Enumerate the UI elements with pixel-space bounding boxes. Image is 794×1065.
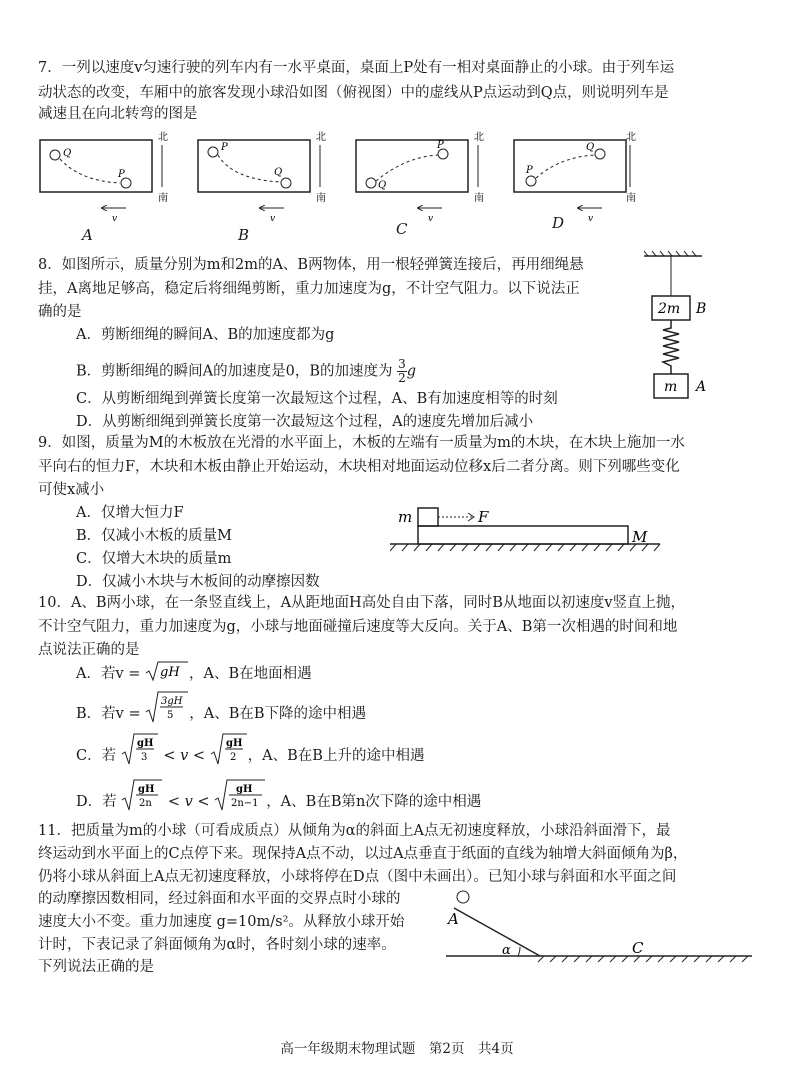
svg-text:南: 南 xyxy=(474,193,484,204)
svg-text:Q: Q xyxy=(274,167,283,178)
q10-option-d: D．若 gH 2n < v < gH 2n−1 ，A、B在B第n次下降的途中相遇 xyxy=(76,778,481,826)
q10-line-1: 10．A、B两小球，在一条竖直线上，A从距地面H高处自由下落，同时B从地面以初速度v竖直上抛， xyxy=(38,595,686,611)
svg-text:2m: 2m xyxy=(658,301,681,317)
q9-option-d: D．仅减小木块与木板间的动摩擦因数 xyxy=(76,574,320,590)
svg-text:m: m xyxy=(664,379,678,395)
q11-line-2: 终运动到水平面上的C点停下来。现保持A点不动，以过A点垂直于纸面的直线为轴增大斜面倾角为β， xyxy=(38,846,688,862)
svg-text:α: α xyxy=(502,943,511,958)
svg-text:gH: gH xyxy=(225,738,243,749)
svg-text:2n−1: 2n−1 xyxy=(231,798,259,809)
svg-text:A: A xyxy=(696,379,707,395)
q8-option-d: D．从剪断细绳到弹簧长度第一次最短这个过程，A的速度先增加后减小 xyxy=(76,414,534,430)
q8-line-2: 挂，A离地足够高，稳定后将细绳剪断，重力加速度为g，不计空气阻力。以下说法正 xyxy=(38,281,580,297)
svg-text:A: A xyxy=(448,910,459,928)
q7-figure-c xyxy=(356,131,484,224)
svg-text:C: C xyxy=(632,939,644,957)
q8-figure xyxy=(640,250,720,410)
q8-option-a: A．剪断细绳的瞬间A、B的加速度都为g xyxy=(76,327,335,343)
svg-text:v: v xyxy=(270,214,276,224)
svg-text:南: 南 xyxy=(626,193,636,204)
q9-option-a: A．仅增大恒力F xyxy=(76,505,184,521)
svg-text:3: 3 xyxy=(140,752,148,763)
q11-line-5: 速度大小不变。重力加速度 g=10m/s²。从释放小球开始 xyxy=(38,914,405,930)
q9-option-c: C．仅增大木块的质量m xyxy=(76,551,232,567)
q10-option-b: B．若v = 3gH 5 ，A、B在B下降的途中相遇 xyxy=(76,690,366,738)
svg-text:北: 北 xyxy=(316,132,326,143)
q10-option-a: A．若v = gH ，A、B在地面相遇 xyxy=(76,660,312,688)
svg-text:Q: Q xyxy=(378,180,387,191)
q7-figure-a xyxy=(40,131,168,224)
svg-text:南: 南 xyxy=(316,193,326,204)
svg-text:3gH: 3gH xyxy=(161,696,183,707)
q10-option-c: C．若 gH 3 < v < gH 2 ，A、B在B上升的途中相遇 xyxy=(76,732,424,780)
q10-line-2: 不计空气阻力，重力加速度为g，小球与地面碰撞后速度等大反向。关于A、B第一次相遇的时间和地 xyxy=(38,619,678,635)
svg-text:北: 北 xyxy=(474,132,484,143)
q8-line-3: 确的是 xyxy=(38,304,82,320)
svg-text:v: v xyxy=(428,214,434,224)
q11-figure xyxy=(440,884,760,972)
q10-line-3: 点说法正确的是 xyxy=(38,642,140,658)
q11-line-6: 计时，下表记录了斜面倾角为α时，各时刻小球的速率。 xyxy=(38,937,396,953)
q7-figures xyxy=(0,125,794,225)
q7-line-3: 减速且在向北转弯的图是 xyxy=(38,106,198,122)
svg-text:2n: 2n xyxy=(139,798,153,809)
svg-text:P: P xyxy=(118,169,125,180)
svg-text:P: P xyxy=(437,140,444,151)
svg-text:P: P xyxy=(526,165,533,176)
svg-text:P: P xyxy=(221,142,228,153)
q7-line-2: 动状态的改变，车厢中的旅客发现小球沿如图（俯视图）中的虚线从P点运动到Q点，则说明列车是 xyxy=(38,85,669,101)
q7-option-c: C xyxy=(396,220,408,238)
svg-text:F: F xyxy=(478,508,489,526)
q9-line-2: 平向右的恒力F，木块和木板由静止开始运动，木块相对地面运动位移x后二者分离。则下列哪些变化 xyxy=(38,459,680,475)
q11-line-7: 下列说法正确的是 xyxy=(38,959,154,975)
svg-text:v: v xyxy=(112,214,118,224)
svg-text:Q: Q xyxy=(63,148,72,159)
svg-text:B: B xyxy=(696,301,707,317)
svg-text:南: 南 xyxy=(158,193,168,204)
page-footer: 高一年级期末物理试题 第2页 共4页 xyxy=(280,1041,514,1057)
q8-option-c: C．从剪断细绳到弹簧长度第一次最短这个过程，A、B有加速度相等的时刻 xyxy=(76,391,558,407)
svg-text:gH: gH xyxy=(138,784,155,795)
svg-text:v: v xyxy=(588,214,594,224)
q7-figure-b xyxy=(198,131,326,224)
q7-option-d: D xyxy=(552,214,565,232)
svg-text:m: m xyxy=(398,508,413,526)
q7-line-1: 7．一列以速度v匀速行驶的列车内有一水平桌面，桌面上P处有一相对桌面静止的小球。由于列车运 xyxy=(38,60,675,76)
svg-text:Q: Q xyxy=(586,142,595,153)
q8-option-b: B．剪断细绳的瞬间A的加速度是0，B的加速度为 $\frac{3}{2}$ g xyxy=(76,357,417,385)
q7-option-a: A xyxy=(82,226,93,244)
q9-figure xyxy=(390,500,680,560)
q8-line-1: 8．如图所示，质量分别为m和2m的A、B两物体，用一根轻弹簧连接后，再用细绳悬 xyxy=(38,257,584,273)
q7-figure-d xyxy=(514,131,636,224)
svg-text:北: 北 xyxy=(626,132,636,143)
q9-option-b: B．仅减小木板的质量M xyxy=(76,528,233,544)
q11-line-1: 11．把质量为m的小球（可看成质点）从倾角为α的斜面上A点无初速度释放，小球沿斜面滑下，最 xyxy=(38,823,671,839)
q9-line-3: 可使x减小 xyxy=(38,482,105,498)
svg-text:gH: gH xyxy=(160,665,180,680)
svg-text:M: M xyxy=(632,528,648,546)
q11-line-3: 仍将小球从斜面上A点无初速度释放，小球将停在D点（图中未画出）。已知小球与斜面和水平面之间 xyxy=(38,869,677,885)
svg-text:北: 北 xyxy=(158,132,168,143)
svg-text:gH: gH xyxy=(236,784,253,795)
q7-option-b: B xyxy=(238,226,250,244)
q9-line-1: 9．如图，质量为M的木板放在光滑的水平面上，木板的左端有一质量为m的木块，在木块上施加一水 xyxy=(38,435,685,451)
svg-text:5: 5 xyxy=(167,710,174,721)
svg-text:gH: gH xyxy=(136,738,154,749)
q11-line-4: 的动摩擦因数相同，经过斜面和水平面的交界点时小球的 xyxy=(38,891,401,907)
svg-text:2: 2 xyxy=(229,752,237,763)
